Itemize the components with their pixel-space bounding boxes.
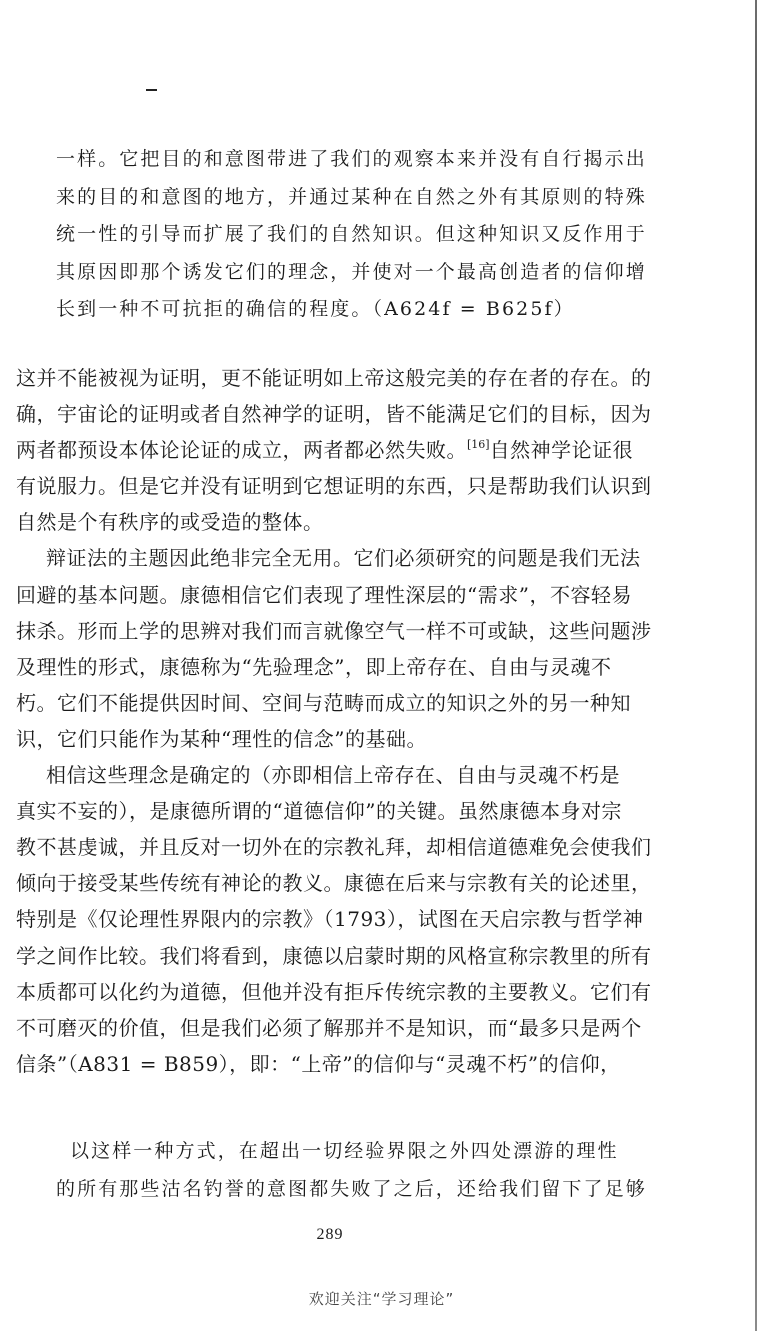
quote-line: 以这样一种方式，在超出一切经验界限之外四处漂游的理性 [70,1140,619,1162]
body-text [16,360,652,1082]
quote-line: 其原因即那个诱发它们的理念，并使对一个最高创造者的信仰增 [56,260,647,283]
paragraph-1 [16,360,652,540]
quote-line: 长到一种不可抗拒的确信的程度。（A624f = B625f） [56,298,575,320]
text-line: 不可磨灭的价值，但是我们必须了解那并不是知识，而“最多只是两个 [16,1015,642,1040]
footnote-marker[interactable]: [16] [467,438,490,452]
text-line: 确，宇宙论的证明或者自然神学的证明，皆不能满足它们的目标，因为 [16,402,652,427]
scan-edge-shadow [755,0,757,1331]
text-line: 朽。它们不能提供因时间、空间与范畴而成立的知识之外的另一种知 [16,690,631,715]
quote-line: 统一性的引导而扩展了我们的自然知识。但这种知识又反作用于 [56,223,647,245]
text-line: 教不甚虔诚，并且反对一切外在的宗教礼拜，却相信道德难免会使我们 [16,835,652,860]
text-line: 信条”（A831 = B859），即：“上帝”的信仰与“灵魂不朽”的信仰， [16,1051,621,1076]
quote-line: 来的目的和意图的地方，并通过某种在自然之外有其原则的特殊 [56,185,647,208]
block-quote-bottom [56,1133,646,1208]
text-segment: 两者都预设本体论论证的成立，两者都必然失败。 [16,438,467,463]
text-line: 及理性的形式，康德称为“先验理念”，即上帝存在、自由与灵魂不 [16,654,612,679]
text-line: 有说服力。但是它并没有证明到它想证明的东西，只是帮助我们认识到 [16,474,652,499]
text-line [16,432,644,468]
paragraph-3 [16,757,652,1082]
text-segment: 辩证法的主题因此绝非完全无用。它们必须研究的问题是我们无法 [46,546,641,571]
text-line: 识，它们只能作为某种“理性的信念”的基础。 [16,726,427,751]
text-line: 特别是《仅论理性界限内的宗教》（1793），试图在天启宗教与哲学神 [16,907,644,932]
text-line: 学之间作比较。我们将看到，康德以启蒙时期的风格宣称宗教里的所有 [16,943,652,968]
text-segment: 自然神学论证很 [489,438,634,463]
page-number: 289 [316,1226,344,1243]
text-line: 真实不妄的），是康德所谓的“道德信仰”的关键。虽然康德本身对宗 [16,799,622,824]
text-line: 倾向于接受某些传统有神论的教义。康德在后来与宗教有关的论述里， [16,871,652,896]
text-line: 本质都可以化约为道德，但他并没有拒斥传统宗教的主要教义。它们有 [16,979,652,1004]
quote-line: 一样。它把目的和意图带进了我们的观察本来并没有自行揭示出 [56,148,647,170]
text-line: 回避的基本问题。康德相信它们表现了理性深层的“需求”，不容轻易 [16,582,632,607]
quote-line: 的所有那些沽名钓誉的意图都失败了之后，还给我们留下了足够 [56,1177,647,1200]
text-line: 这并不能被视为证明，更不能证明如上帝这般完美的存在者的存在。的 [16,366,652,390]
watermark-caption: 欢迎关注“学习理论” [308,1290,455,1308]
text-line: 自然是个有秩序的或受造的整体。 [16,510,324,535]
block-quote-top [56,141,646,329]
stray-ink-mark [146,89,157,91]
text-segment: 相信这些理念是确定的（亦即相信上帝存在、自由与灵魂不朽是 [46,763,620,788]
paragraph-2 [16,540,652,757]
text-line: 抹杀。形而上学的思辨对我们而言就像空气一样不可或缺，这些问题涉 [16,618,652,643]
